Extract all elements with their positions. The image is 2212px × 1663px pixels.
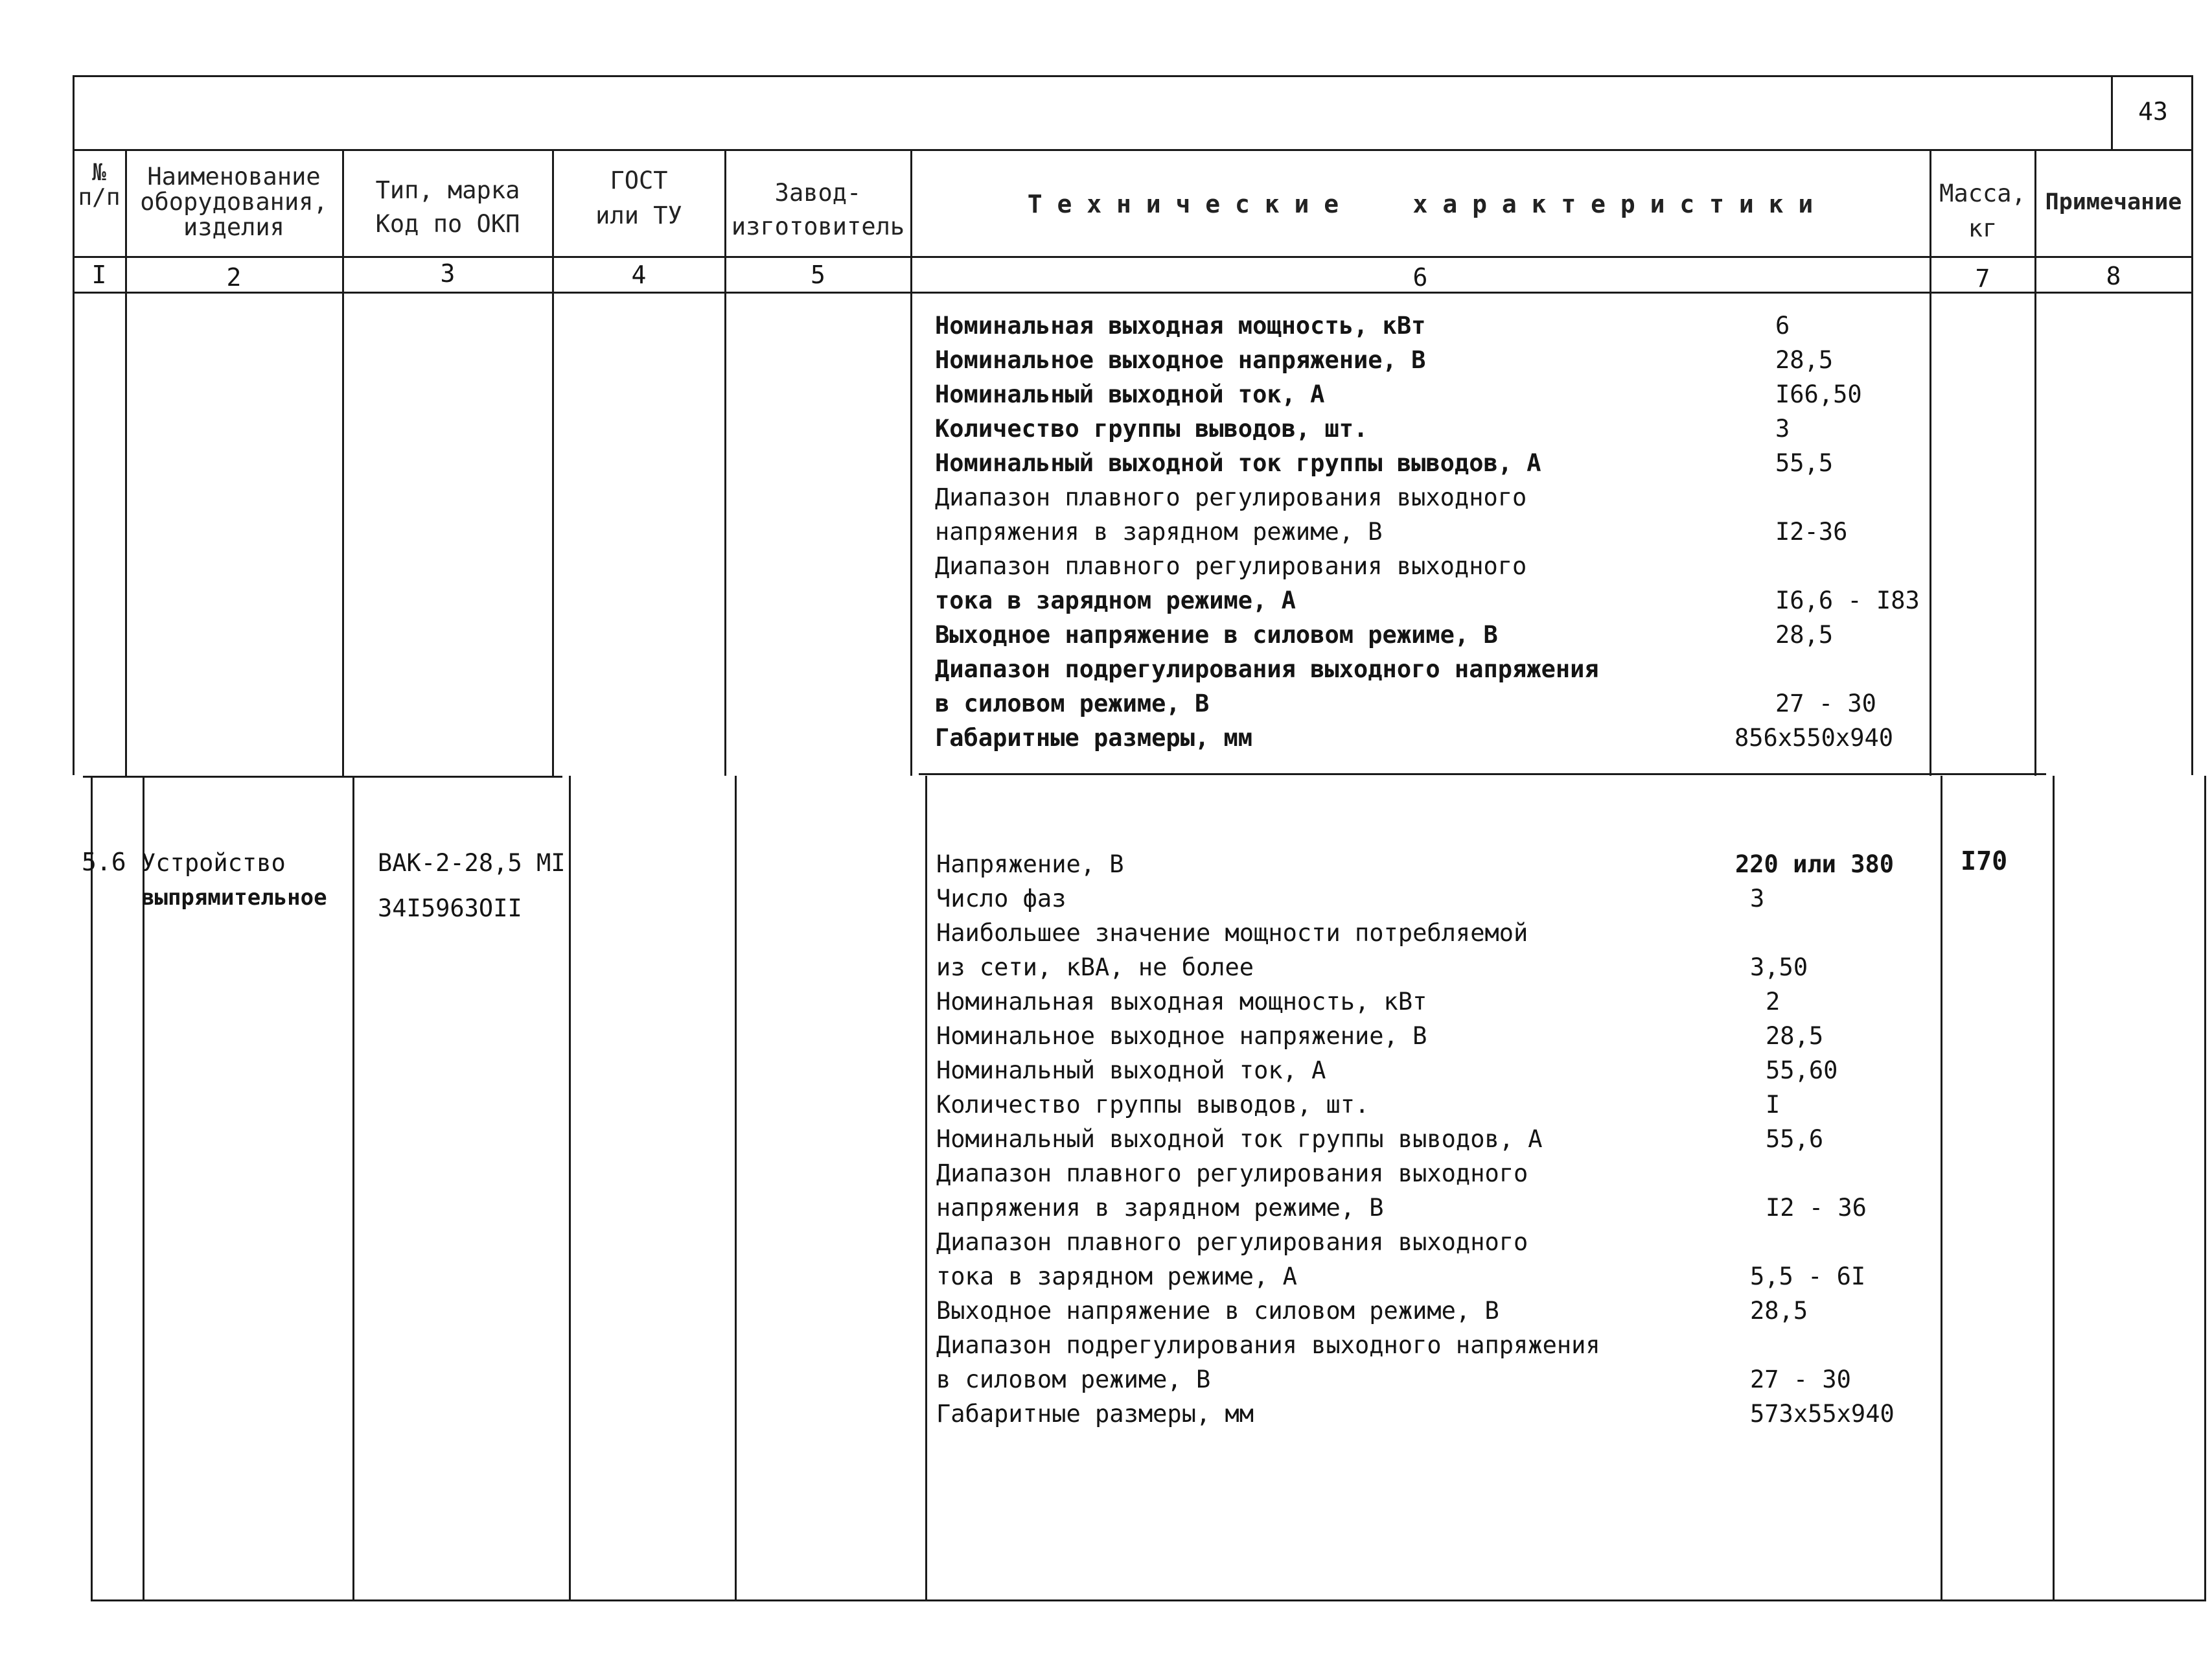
col-3-4-rule-lower xyxy=(569,776,571,1601)
spec-row: Диапазон подрегулирования выходного напряжения xyxy=(936,1331,1600,1359)
item-mass: I70 xyxy=(1961,846,2008,876)
col-7-8-rule xyxy=(2034,149,2036,776)
item-name-line1: Устройство xyxy=(141,849,286,877)
spec-row: Номинальная выходная мощность, кВт 2 xyxy=(936,988,1780,1016)
spec-row: Габаритные размеры, мм 573x55x940 xyxy=(936,1400,1895,1428)
header-col-manufacturer: Завод- изготовитель xyxy=(731,179,905,240)
outer-right-border xyxy=(2191,75,2193,775)
header-col-mass: Масса, кг xyxy=(1939,180,2026,242)
header-col-name: Наименование оборудования, изделия xyxy=(140,163,328,241)
spec-row: Номинальный выходной ток, А I66,50 xyxy=(935,380,1862,408)
column-number-5: 5 xyxy=(811,261,825,289)
spec-row: Напряжение, В 220 или 380 xyxy=(936,850,1895,878)
col-5-6-rule xyxy=(910,149,912,776)
outer-left-border-lower xyxy=(91,776,93,1601)
spec-row: Номинальный выходной ток группы выводов, А 55,5 xyxy=(935,449,1834,477)
col-3-4-rule xyxy=(552,149,554,776)
spec-row: Диапазон плавного регулирования выходного xyxy=(935,483,1527,511)
item-type: ВАК-2-28,5 МI xyxy=(378,849,566,877)
header-top-rule xyxy=(73,149,2191,151)
column-number-8: 8 xyxy=(2106,262,2121,290)
header-col-number: № п/п xyxy=(78,159,121,211)
item-okp-code: 34I5963OII xyxy=(378,894,522,922)
bottom-border xyxy=(91,1599,2206,1601)
header-bottom-rule xyxy=(73,256,2191,258)
spec-row: Диапазон плавного регулирования выходного xyxy=(936,1228,1528,1256)
spec-row: Номинальное выходное напряжение, В 28,5 xyxy=(935,346,1834,374)
spec-row: Диапазон плавного регулирования выходного xyxy=(935,552,1527,580)
spec-row: Количество группы выводов, шт. 3 xyxy=(935,415,1790,443)
spec-row: Выходное напряжение в силовом режиме, В 28,5 xyxy=(935,621,1834,649)
col-5-6-rule-lower xyxy=(925,776,927,1601)
spec-row: Номинальный выходной ток, А 55,60 xyxy=(936,1056,1838,1084)
column-numbers-rule xyxy=(73,292,2191,294)
header-col-note: Примечание xyxy=(2045,189,2182,215)
column-number-4: 4 xyxy=(631,261,647,289)
col-4-5-rule-lower xyxy=(735,776,737,1601)
item-name-line2: выпрямительное xyxy=(141,885,327,911)
col-1-2-rule xyxy=(125,149,127,776)
page-number-box-left xyxy=(2111,75,2113,149)
col-2-3-rule-lower xyxy=(352,776,354,1601)
column-number-6: 6 xyxy=(1412,263,1428,292)
top-border xyxy=(73,75,2191,77)
spec-row: Количество группы выводов, шт. I xyxy=(936,1091,1780,1119)
column-number-3: 3 xyxy=(440,259,455,288)
column-number-2: 2 xyxy=(226,263,242,292)
spec-row: тока в зарядном режиме, А 5,5 - 6I xyxy=(936,1262,1866,1290)
spec-row: Габаритные размеры, мм 856x550x940 xyxy=(935,724,1894,752)
spec-row: Наибольшее значение мощности потребляемой xyxy=(936,919,1528,947)
spec-row: Номинальная выходная мощность, кВт 6 xyxy=(935,312,1790,340)
col-2-3-rule xyxy=(342,149,344,776)
spec-row: в силовом режиме, В 27 - 30 xyxy=(936,1366,1851,1393)
outer-right-border-lower xyxy=(2204,776,2206,1601)
column-number-1: I xyxy=(91,261,107,289)
spec-row: напряжения в зарядном режиме, В I2-36 xyxy=(935,518,1848,546)
spec-row: Диапазон плавного регулирования выходного xyxy=(936,1159,1528,1187)
block-divider-left xyxy=(83,776,562,778)
spec-row: из сети, кВА, не более 3,50 xyxy=(936,953,1808,981)
spec-row: Номинальное выходное напряжение, В 28,5 xyxy=(936,1022,1824,1050)
spec-row: тока в зарядном режиме, А I6,6 - I83 xyxy=(935,587,1920,614)
spec-row: Номинальный выходной ток группы выводов, А 55,6 xyxy=(936,1125,1824,1153)
spec-row: Выходное напряжение в силовом режиме, В 28,5 xyxy=(936,1297,1808,1325)
header-col-type: Тип, марка Код по ОКП xyxy=(375,176,520,238)
spec-row: Диапазон подрегулирования выходного напряжения xyxy=(935,655,1599,683)
spec-row: Число фаз 3 xyxy=(936,885,1765,913)
block-divider-right xyxy=(919,773,2046,775)
column-number-7: 7 xyxy=(1975,264,1990,293)
header-col-specs: Т е х н и ч е с к и е х а р а к т е р и с т и к и xyxy=(1027,190,1814,218)
col-7-8-rule-lower xyxy=(2053,776,2055,1601)
header-col-gost: ГОСТ или ТУ xyxy=(595,167,682,229)
item-number: 5.6 xyxy=(82,848,126,876)
spec-row: в силовом режиме, В 27 - 30 xyxy=(935,690,1876,717)
spec-row: напряжения в зарядном режиме, В I2 - 36 xyxy=(936,1194,1867,1222)
page-number: 43 xyxy=(2138,97,2168,126)
